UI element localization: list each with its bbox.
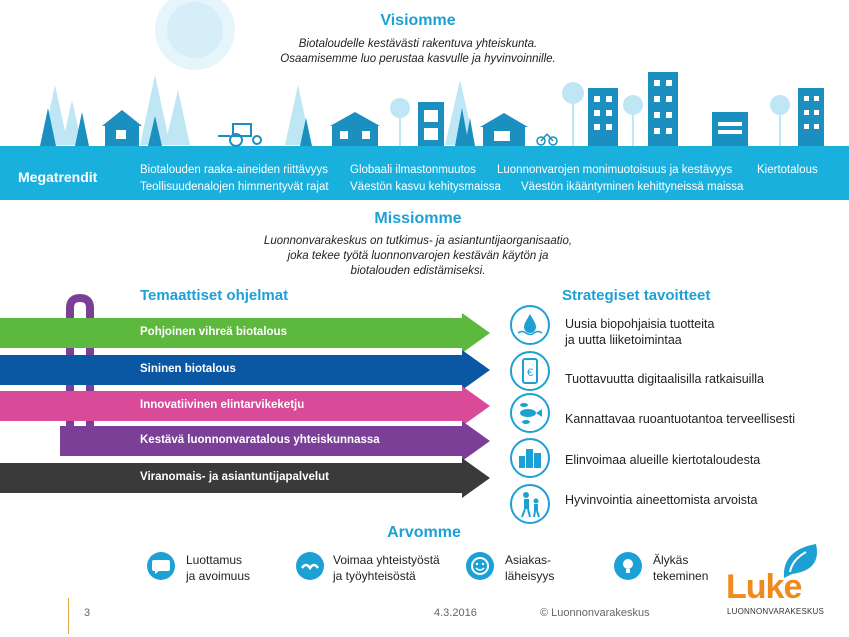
program-label: Sininen biotalous — [140, 363, 236, 375]
mobile-euro-icon — [510, 351, 550, 391]
logo-text: Luke — [726, 568, 802, 606]
goal-line-1: Uusia biopohjaisia tuotteita — [565, 317, 715, 331]
megatrend-item: Väestön kasvu kehitysmaissa — [350, 181, 501, 193]
tractor-icon — [218, 124, 261, 146]
megatrend-item: Globaali ilmastonmuutos — [350, 164, 476, 176]
connector-join — [60, 426, 96, 456]
megatrend-item: Teollisuudenalojen himmentyvät rajat — [140, 181, 329, 193]
value-line-1: Luottamus — [186, 553, 243, 567]
value-text — [333, 552, 440, 584]
city-icon — [510, 438, 550, 478]
program-label: Innovatiivinen elintarvikeketju — [140, 399, 305, 411]
value-line-1: Asiakas- — [505, 553, 552, 567]
mission-line-1: Luonnonvarakeskus on tutkimus- ja asiantuntijaorganisaatio, — [263, 235, 573, 247]
program-label: Kestävä luonnonvaratalous yhteiskunnassa — [140, 434, 380, 446]
value-line-1: Voimaa yhteistyöstä — [333, 553, 440, 567]
page-number: 3 — [84, 607, 91, 619]
speech-bubble-icon — [147, 552, 175, 580]
values-title: Arvomme — [387, 524, 461, 541]
mission-title: Missiomme — [374, 210, 462, 227]
megatrends-label: Megatrendit — [18, 169, 98, 185]
megatrend-item: Biotalouden raaka-aineiden riittävyys — [140, 164, 328, 176]
goal-text: Hyvinvointia aineettomista arvoista — [565, 493, 758, 507]
value-line-1: Älykäs — [653, 553, 689, 567]
handshake-icon — [296, 552, 324, 580]
value-line-2: läheisyys — [505, 569, 555, 583]
program-label: Viranomais- ja asiantuntijapalvelut — [140, 471, 329, 483]
bicycle-icon — [537, 134, 557, 145]
fish-icon — [510, 393, 550, 433]
footer-divider — [68, 598, 69, 634]
program-label: Pohjoinen vihreä biotalous — [140, 326, 287, 338]
building-icon — [330, 102, 528, 146]
people-walking-icon — [510, 484, 550, 524]
lightbulb-icon — [614, 552, 642, 580]
value-text — [505, 552, 554, 584]
goal-text: Kannattavaa ruoantuotantoa terveellisesti — [565, 412, 796, 426]
water-drop-icon — [510, 305, 550, 345]
vision-text — [218, 37, 618, 67]
megatrend-item: Luonnonvarojen monimuotoisuus ja kestävyys — [497, 164, 733, 176]
smile-icon — [466, 552, 494, 580]
megatrend-item: Kiertotalous — [757, 164, 818, 176]
house-icon — [102, 110, 142, 146]
mission-line-2: joka tekee työtä luonnonvarojen kestävän käytön ja — [287, 250, 549, 262]
mission-text — [218, 234, 618, 279]
value-line-2: tekeminen — [653, 569, 709, 583]
footer-date: 4.3.2016 — [434, 607, 477, 619]
value-text — [186, 552, 250, 584]
mission-line-3: biotalouden edistämiseksi. — [350, 265, 486, 277]
svg-text:€: € — [526, 367, 534, 379]
programs-title: Temaattiset ohjelmat — [140, 287, 289, 304]
value-line-2: ja avoimuus — [186, 569, 251, 583]
megatrend-item: Väestön ikääntyminen kehittyneissä maissa — [521, 181, 744, 193]
logo-subtitle: LUONNONVARAKESKUS — [727, 607, 825, 616]
vision-title: Visiomme — [380, 12, 456, 29]
goals-title: Strategiset tavoitteet — [562, 287, 711, 304]
goal-text: Tuottavuutta digitaalisilla ratkaisuilla — [565, 372, 764, 386]
value-line-2: ja työyhteisöstä — [333, 569, 416, 583]
value-text — [653, 552, 708, 584]
vision-line-1: Biotaloudelle kestävästi rakentuva yhteiskunta. — [298, 38, 538, 50]
vision-line-2: Osaamisemme luo perustaa kasvulle ja hyvinvoinnille. — [280, 53, 556, 65]
goal-line-2: ja uutta liiketoimintaa — [565, 333, 682, 347]
goal-text — [565, 316, 714, 348]
footer-copyright: © Luonnonvarakeskus — [540, 607, 650, 619]
goal-text: Elinvoimaa alueille kiertotaloudesta — [565, 453, 761, 467]
